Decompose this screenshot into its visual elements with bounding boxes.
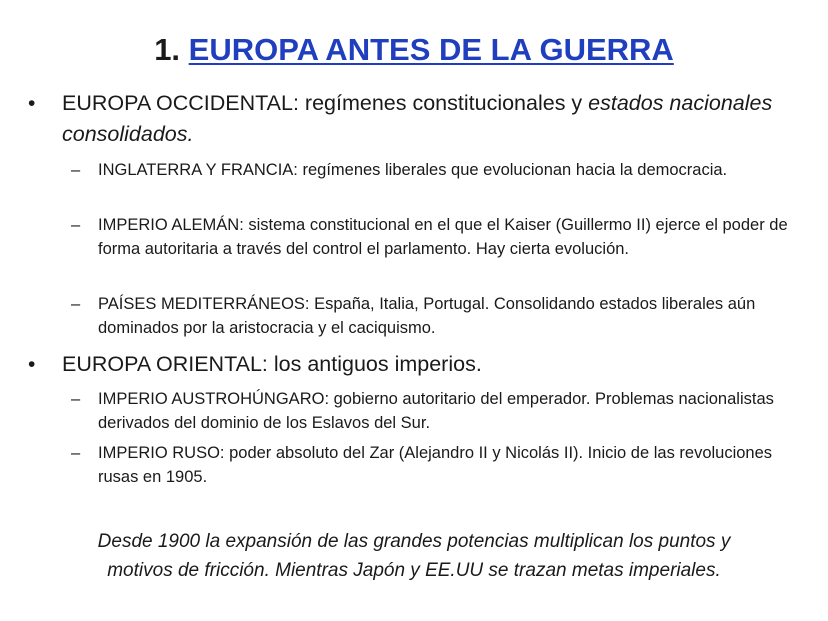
section-heading: EUROPA ORIENTAL: — [62, 352, 268, 376]
subitem-text: regímenes liberales que evolucionan hacia la democracia. — [297, 161, 728, 179]
subitem-label: PAÍSES MEDITERRÁNEOS: — [98, 295, 310, 313]
slide-title — [0, 32, 828, 68]
bullet-icon: • — [28, 353, 36, 376]
subitem-imperio-ruso — [71, 441, 788, 489]
footer-line-2: motivos de fricción. Mientras Japón y EE.UU se trazan metas imperiales. — [107, 560, 721, 581]
subitem-label: IMPERIO ALEMÁN: — [98, 216, 244, 234]
bullet-icon: • — [28, 92, 36, 115]
section-text: regímenes constitucionales y — [298, 91, 589, 115]
subitem-imperio-austrohungaro — [71, 387, 788, 435]
dash-icon: – — [71, 216, 81, 234]
bullet-europa-oriental — [28, 349, 782, 380]
subitem-text: España, Italia, Portugal. Consolidando estados liberales aún dominados por la aristocracia y el caciquismo. — [98, 295, 756, 337]
footer-note — [20, 527, 808, 585]
subitem-text: sistema constitucional en el que el Kaiser (Guillermo II) ejerce el poder de forma autoritaria a través del control el parlamento. Hay cierta evolución. — [98, 216, 788, 258]
subitem-text: poder absoluto del Zar (Alejandro II y Nicolás II). Inicio de las revoluciones rusas en 1905. — [98, 444, 773, 486]
title-number: 1. — [154, 32, 181, 67]
section-text-italic: estados nacionales consolidados. — [62, 91, 773, 146]
subitem-label: IMPERIO RUSO: — [98, 444, 225, 462]
section-text: los antiguos imperios. — [267, 352, 482, 376]
dash-icon: – — [71, 444, 81, 462]
title-link[interactable]: EUROPA ANTES DE LA GUERRA — [188, 32, 674, 67]
section-heading: EUROPA OCCIDENTAL: — [62, 91, 299, 115]
subitem-imperio-aleman — [71, 213, 788, 261]
dash-icon: – — [71, 295, 81, 313]
subitem-text: gobierno autoritario del emperador. Problemas nacionalistas derivados del dominio de los Eslavos del Sur. — [98, 390, 774, 432]
subitem-inglaterra-francia — [71, 158, 788, 182]
bullet-europa-occidental — [28, 88, 782, 150]
dash-icon: – — [71, 161, 81, 179]
subitem-label: IMPERIO AUSTROHÚNGARO: — [98, 390, 330, 408]
footer-line-1: Desde 1900 la expansión de las grandes potencias multiplican los puntos y — [97, 531, 731, 552]
subitem-label: INGLATERRA Y FRANCIA: — [98, 161, 298, 179]
dash-icon: – — [71, 390, 81, 408]
subitem-paises-mediterraneos — [71, 292, 788, 340]
